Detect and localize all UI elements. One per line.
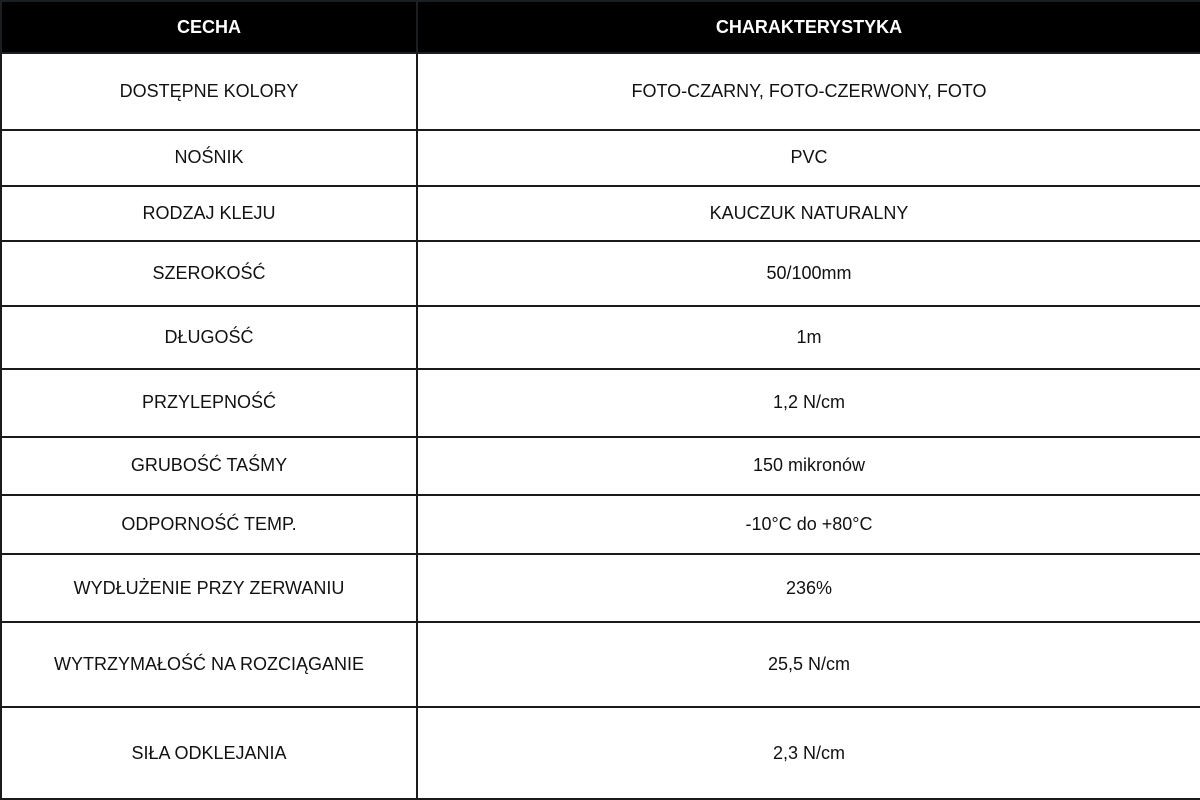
value-cell: KAUCZUK NATURALNY <box>417 186 1200 241</box>
table-row <box>1 53 1200 130</box>
feature-cell: DŁUGOŚĆ <box>1 306 417 369</box>
feature-cell: NOŚNIK <box>1 130 417 186</box>
table-row <box>1 130 1200 186</box>
table-row <box>1 306 1200 369</box>
value-cell: 2,3 N/cm <box>417 707 1200 799</box>
table-row <box>1 707 1200 799</box>
value-cell: 236% <box>417 554 1200 621</box>
value-cell: -10°C do +80°C <box>417 495 1200 554</box>
feature-cell: ODPORNOŚĆ TEMP. <box>1 495 417 554</box>
table-header <box>1 1 1200 53</box>
header-feature: CECHA <box>1 1 417 53</box>
feature-cell: PRZYLEPNOŚĆ <box>1 369 417 436</box>
value-cell: 25,5 N/cm <box>417 622 1200 708</box>
feature-cell: WYTRZYMAŁOŚĆ NA ROZCIĄGANIE <box>1 622 417 708</box>
value-cell: 1m <box>417 306 1200 369</box>
table-row <box>1 554 1200 621</box>
table-row <box>1 186 1200 241</box>
feature-cell: DOSTĘPNE KOLORY <box>1 53 417 130</box>
table-row <box>1 495 1200 554</box>
value-cell: 1,2 N/cm <box>417 369 1200 436</box>
feature-cell: SIŁA ODKLEJANIA <box>1 707 417 799</box>
feature-cell: WYDŁUŻENIE PRZY ZERWANIU <box>1 554 417 621</box>
feature-cell: GRUBOŚĆ TAŚMY <box>1 437 417 495</box>
table-row <box>1 369 1200 436</box>
feature-cell: SZEROKOŚĆ <box>1 241 417 305</box>
value-cell: 50/100mm <box>417 241 1200 305</box>
value-cell: 150 mikronów <box>417 437 1200 495</box>
value-cell: FOTO-CZARNY, FOTO-CZERWONY, FOTO <box>417 53 1200 130</box>
table-row <box>1 622 1200 708</box>
header-characteristic: CHARAKTERYSTYKA <box>417 1 1200 53</box>
header-row <box>1 1 1200 53</box>
table-body <box>1 53 1200 799</box>
table-row <box>1 241 1200 305</box>
table-row <box>1 437 1200 495</box>
feature-cell: RODZAJ KLEJU <box>1 186 417 241</box>
value-cell: PVC <box>417 130 1200 186</box>
